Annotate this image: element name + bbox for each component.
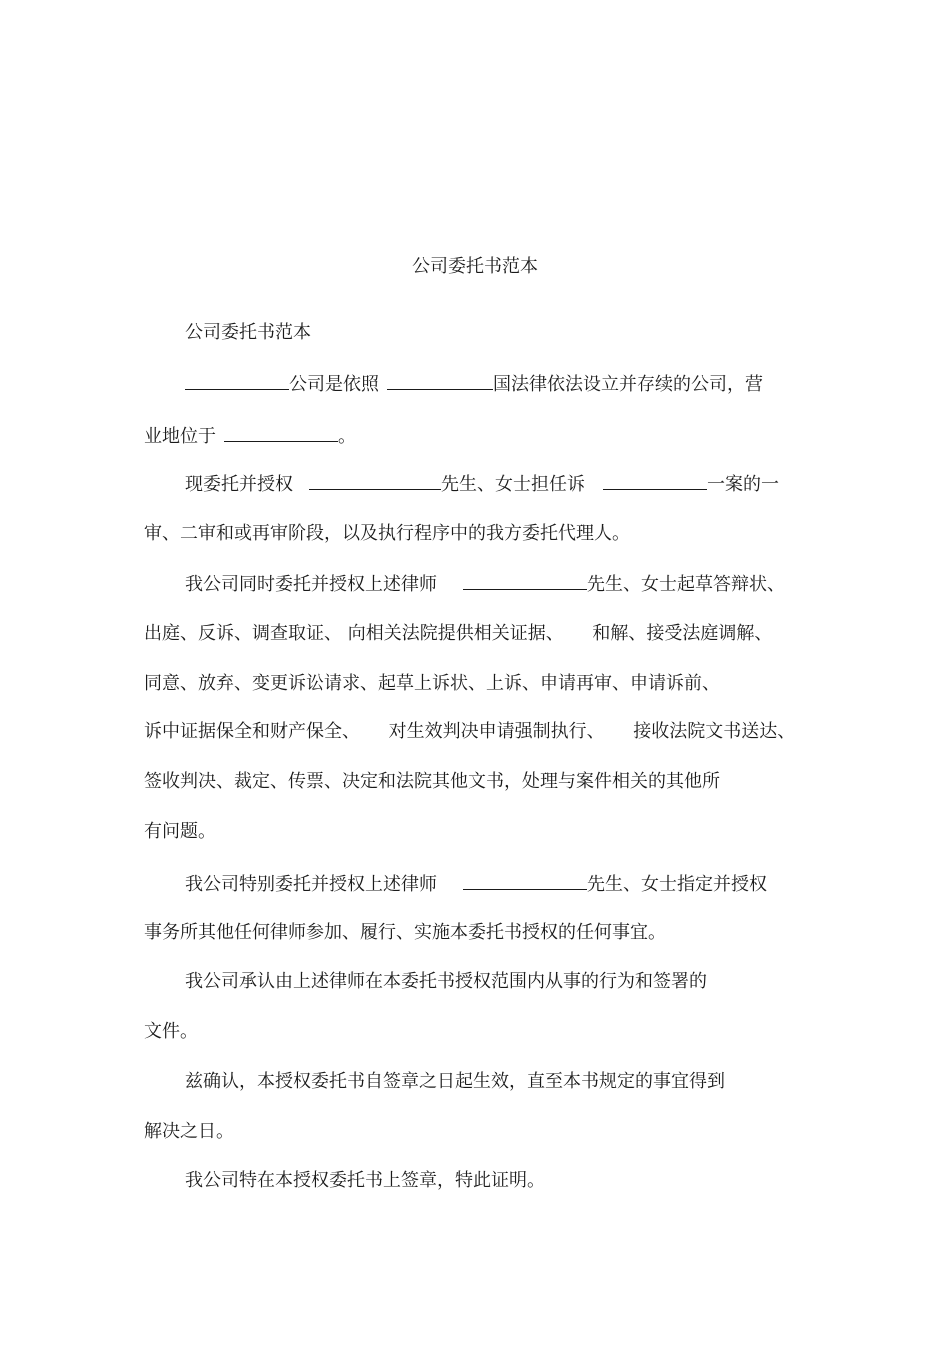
para1-line1 [185, 371, 763, 397]
para4-line1 [185, 871, 767, 897]
para4-line2: 事务所其他任何律师参加、履行、实施本委托书授权的任何事宜。 [144, 922, 666, 943]
para2-seg1: 现委托并授权 [185, 474, 293, 495]
para3-line5: 签收判决、裁定、传票、决定和法院其他文书，处理与案件相关的其他所 [144, 771, 720, 792]
para2-line2: 审、二审和或再审阶段，以及执行程序中的我方委托代理人。 [144, 523, 630, 544]
para1-end: 。 [338, 426, 356, 447]
para1-seg1: 公司是依照 [289, 374, 379, 395]
blank-company-name [185, 371, 289, 390]
para3-line3: 同意、放弃、变更诉讼请求、起草上诉状、上诉、申请再审、申请诉前、 [144, 673, 720, 694]
para3-line2: 出庭、反诉、调查取证、 向相关法院提供相关证据、 和解、接受法庭调解、 [144, 623, 773, 644]
para2-seg3: 一案的一 [707, 474, 779, 495]
para1-line2 [144, 423, 356, 449]
blank-case-name [603, 471, 707, 490]
para3-line1 [185, 571, 785, 597]
para3-seg2: 先生、女士起草答辩状、 [587, 574, 785, 595]
para2-seg2: 先生、女士担任诉 [441, 474, 585, 495]
blank-lawyer-name [309, 471, 441, 490]
para5-line1: 我公司承认由上述律师在本委托书授权范围内从事的行为和签署的 [185, 971, 707, 992]
para4-seg1: 我公司特别委托并授权上述律师 [185, 874, 437, 895]
blank-address [224, 423, 338, 442]
blank-country [387, 371, 493, 390]
document-subtitle: 公司委托书范本 [185, 322, 311, 343]
para6-line2: 解决之日。 [144, 1121, 234, 1142]
document-title: 公司委托书范本 [412, 256, 538, 277]
para2-line1 [185, 471, 779, 497]
para6-line1: 兹确认，本授权委托书自签章之日起生效，直至本书规定的事宜得到 [185, 1071, 725, 1092]
para3-seg1: 我公司同时委托并授权上述律师 [185, 574, 437, 595]
blank-lawyer-name-3 [463, 871, 587, 890]
para3-line6: 有问题。 [144, 821, 216, 842]
para1-seg2: 国法律依法设立并存续的公司，营 [493, 374, 763, 395]
para3-line4: 诉中证据保全和财产保全、 对生效判决申请强制执行、 接收法院文书送达、 [144, 721, 796, 742]
para5-line2: 文件。 [144, 1021, 198, 1042]
blank-lawyer-name-2 [463, 571, 587, 590]
para7-line1: 我公司特在本授权委托书上签章，特此证明。 [185, 1170, 545, 1191]
para1-line2-text: 业地位于 [144, 426, 216, 447]
para4-seg2: 先生、女士指定并授权 [587, 874, 767, 895]
